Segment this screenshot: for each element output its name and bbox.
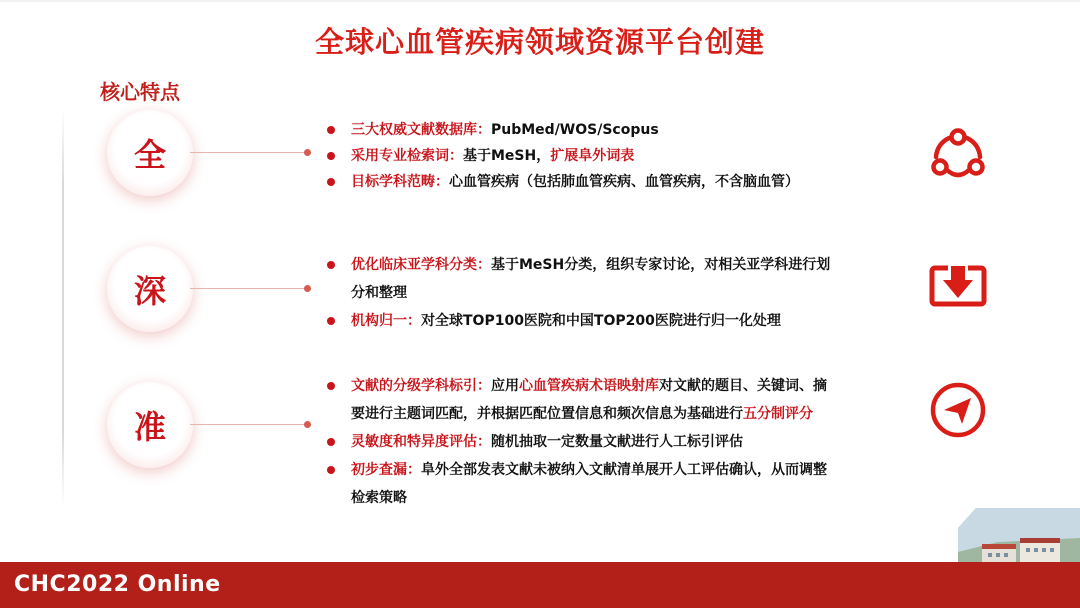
list-item bbox=[327, 428, 897, 456]
item-text: 对全球TOP100医院和中国TOP200医院进行归一化处理 bbox=[421, 313, 781, 329]
bullet-icon bbox=[327, 261, 335, 269]
bullet-icon bbox=[327, 317, 335, 325]
item-text-continued: 检索策略 bbox=[351, 490, 407, 506]
core-features-label: 核心特点 bbox=[100, 80, 180, 104]
bullet-icon bbox=[327, 178, 335, 186]
connector-line bbox=[190, 288, 308, 289]
feature-group-precision bbox=[327, 372, 897, 512]
cycle-icon bbox=[928, 124, 988, 184]
top-divider bbox=[0, 0, 1080, 2]
item-label: 机构归一： bbox=[351, 313, 421, 329]
item-text: 基于MeSH分类，组织专家讨论，对相关亚学科进行划 bbox=[491, 257, 831, 273]
connector-line bbox=[190, 424, 308, 425]
list-item bbox=[327, 307, 897, 335]
brand-logo-text: CHC2022 Online bbox=[14, 572, 221, 597]
bullet-icon bbox=[327, 466, 335, 474]
item-highlight: 心血管疾病术语映射库 bbox=[519, 378, 659, 394]
list-item bbox=[327, 251, 897, 307]
item-text: 心血管疾病（包括肺血管疾病、血管疾病，不含脑血管） bbox=[449, 174, 799, 190]
item-label: 文献的分级学科标引： bbox=[351, 378, 491, 394]
feature-group-comprehensive bbox=[327, 117, 897, 195]
list-item bbox=[327, 117, 897, 143]
item-highlight: 扩展阜外词表 bbox=[550, 148, 635, 164]
list-item bbox=[327, 143, 897, 169]
item-label: 采用专业检索词： bbox=[351, 148, 463, 164]
item-label: 三大权威文献数据库： bbox=[351, 122, 491, 138]
connector-line bbox=[190, 152, 308, 153]
item-text: 基于MeSH， bbox=[463, 148, 551, 164]
list-item bbox=[327, 169, 897, 195]
timeline-line bbox=[62, 108, 64, 508]
item-text: 随机抽取一定数量文献进行人工标引评估 bbox=[491, 434, 743, 450]
item-text: 对文献的题目、关键词、摘 bbox=[659, 378, 827, 394]
item-highlight: 五分制评分 bbox=[743, 406, 813, 422]
list-item bbox=[327, 456, 897, 512]
bullet-icon bbox=[327, 382, 335, 390]
target-arrow-icon bbox=[928, 380, 988, 440]
item-text-continued: 要进行主题词匹配，并根据匹配位置信息和频次信息为基础进行 bbox=[351, 406, 743, 422]
item-text: 阜外全部发表文献未被纳入文献清单展开人工评估确认，从而调整 bbox=[421, 462, 827, 478]
pillar-circle-comprehensive: 全 bbox=[107, 110, 193, 196]
pillar-circle-precision: 准 bbox=[107, 382, 193, 468]
list-item bbox=[327, 372, 897, 428]
pillar-circle-depth: 深 bbox=[107, 246, 193, 332]
download-box-icon bbox=[928, 258, 988, 318]
footer-bar bbox=[0, 562, 1080, 608]
item-text: 应用 bbox=[491, 378, 519, 394]
feature-group-depth bbox=[327, 251, 897, 335]
slide-title: 全球心血管疾病领域资源平台创建 bbox=[314, 25, 765, 59]
item-label: 初步查漏： bbox=[351, 462, 421, 478]
bullet-icon bbox=[327, 438, 335, 446]
bullet-icon bbox=[327, 152, 335, 160]
item-text: PubMed/WOS/Scopus bbox=[491, 122, 659, 138]
item-label: 灵敏度和特异度评估： bbox=[351, 434, 491, 450]
item-label: 优化临床亚学科分类： bbox=[351, 257, 491, 273]
bullet-icon bbox=[327, 126, 335, 134]
item-text-continued: 分和整理 bbox=[351, 285, 407, 301]
item-label: 目标学科范畴： bbox=[351, 174, 449, 190]
